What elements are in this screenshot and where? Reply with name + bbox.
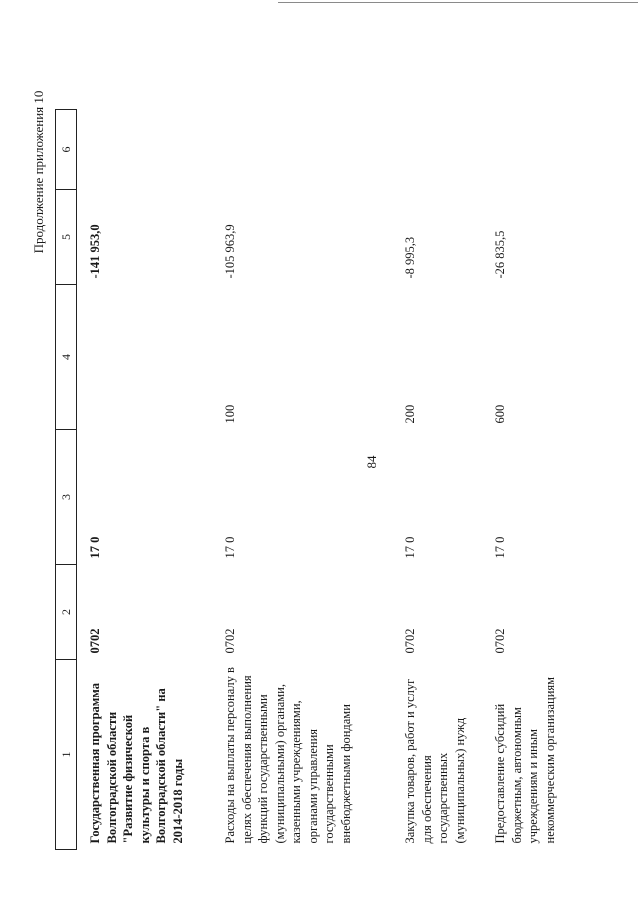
header-col-3: 3 xyxy=(56,430,77,565)
row-col6 xyxy=(392,110,482,190)
row-expense-type xyxy=(77,285,213,430)
row-section: 0702 xyxy=(493,628,507,654)
header-col-1: 1 xyxy=(56,660,77,850)
row-name: Закупка товаров, работ и услуг для обеспечения государственных (муниципальных) нужд xyxy=(403,678,467,844)
continuation-label: Продолжение приложения 10 xyxy=(31,90,46,254)
row-name: Расходы на выплаты персоналу в целях обеспечения выполнения функций государственными (муниципальными) органами, казенными учреждениями, органами управления государственными внебюджетными фондами xyxy=(223,667,353,844)
header-row xyxy=(56,110,77,850)
header-col-5: 5 xyxy=(56,190,77,285)
rotated-page xyxy=(55,0,640,890)
row-section: 0702 xyxy=(403,628,417,654)
row-amount: -141 953,0 xyxy=(88,224,102,279)
row-amount: -26 835,5 xyxy=(493,230,507,279)
row-name: Предоставление субсидий бюджетным, автономным учреждениям и иным некоммерческим организациям xyxy=(493,676,557,844)
row-target: 17 0 xyxy=(223,536,237,559)
row-expense-type: 100 xyxy=(223,404,237,424)
row-section: 0702 xyxy=(223,628,237,654)
row-col6 xyxy=(77,110,213,190)
table-row xyxy=(482,110,592,850)
row-amount: -105 963,9 xyxy=(223,224,237,279)
row-expense-type: 200 xyxy=(403,404,417,424)
row-target: 17 0 xyxy=(403,536,417,559)
table-row xyxy=(392,110,482,850)
row-col6 xyxy=(212,110,392,190)
row-target: 17 0 xyxy=(493,536,507,559)
row-expense-type: 600 xyxy=(493,404,507,424)
table-row xyxy=(77,110,213,850)
row-name: Государственная программа Волгоградской области "Развитие физической культуры и спорта в Волгоградской области" на 2014-2018 годы xyxy=(88,683,185,844)
row-target: 17 0 xyxy=(88,536,102,559)
header-col-6: 6 xyxy=(56,110,77,190)
header-col-2: 2 xyxy=(56,565,77,660)
row-section: 0702 xyxy=(88,628,102,654)
header-col-4: 4 xyxy=(56,285,77,430)
row-amount: -8 995,3 xyxy=(403,236,417,279)
page-number: 84 xyxy=(364,455,379,469)
appendix-table xyxy=(55,109,592,850)
table-row xyxy=(212,110,392,850)
row-col6 xyxy=(482,110,592,190)
